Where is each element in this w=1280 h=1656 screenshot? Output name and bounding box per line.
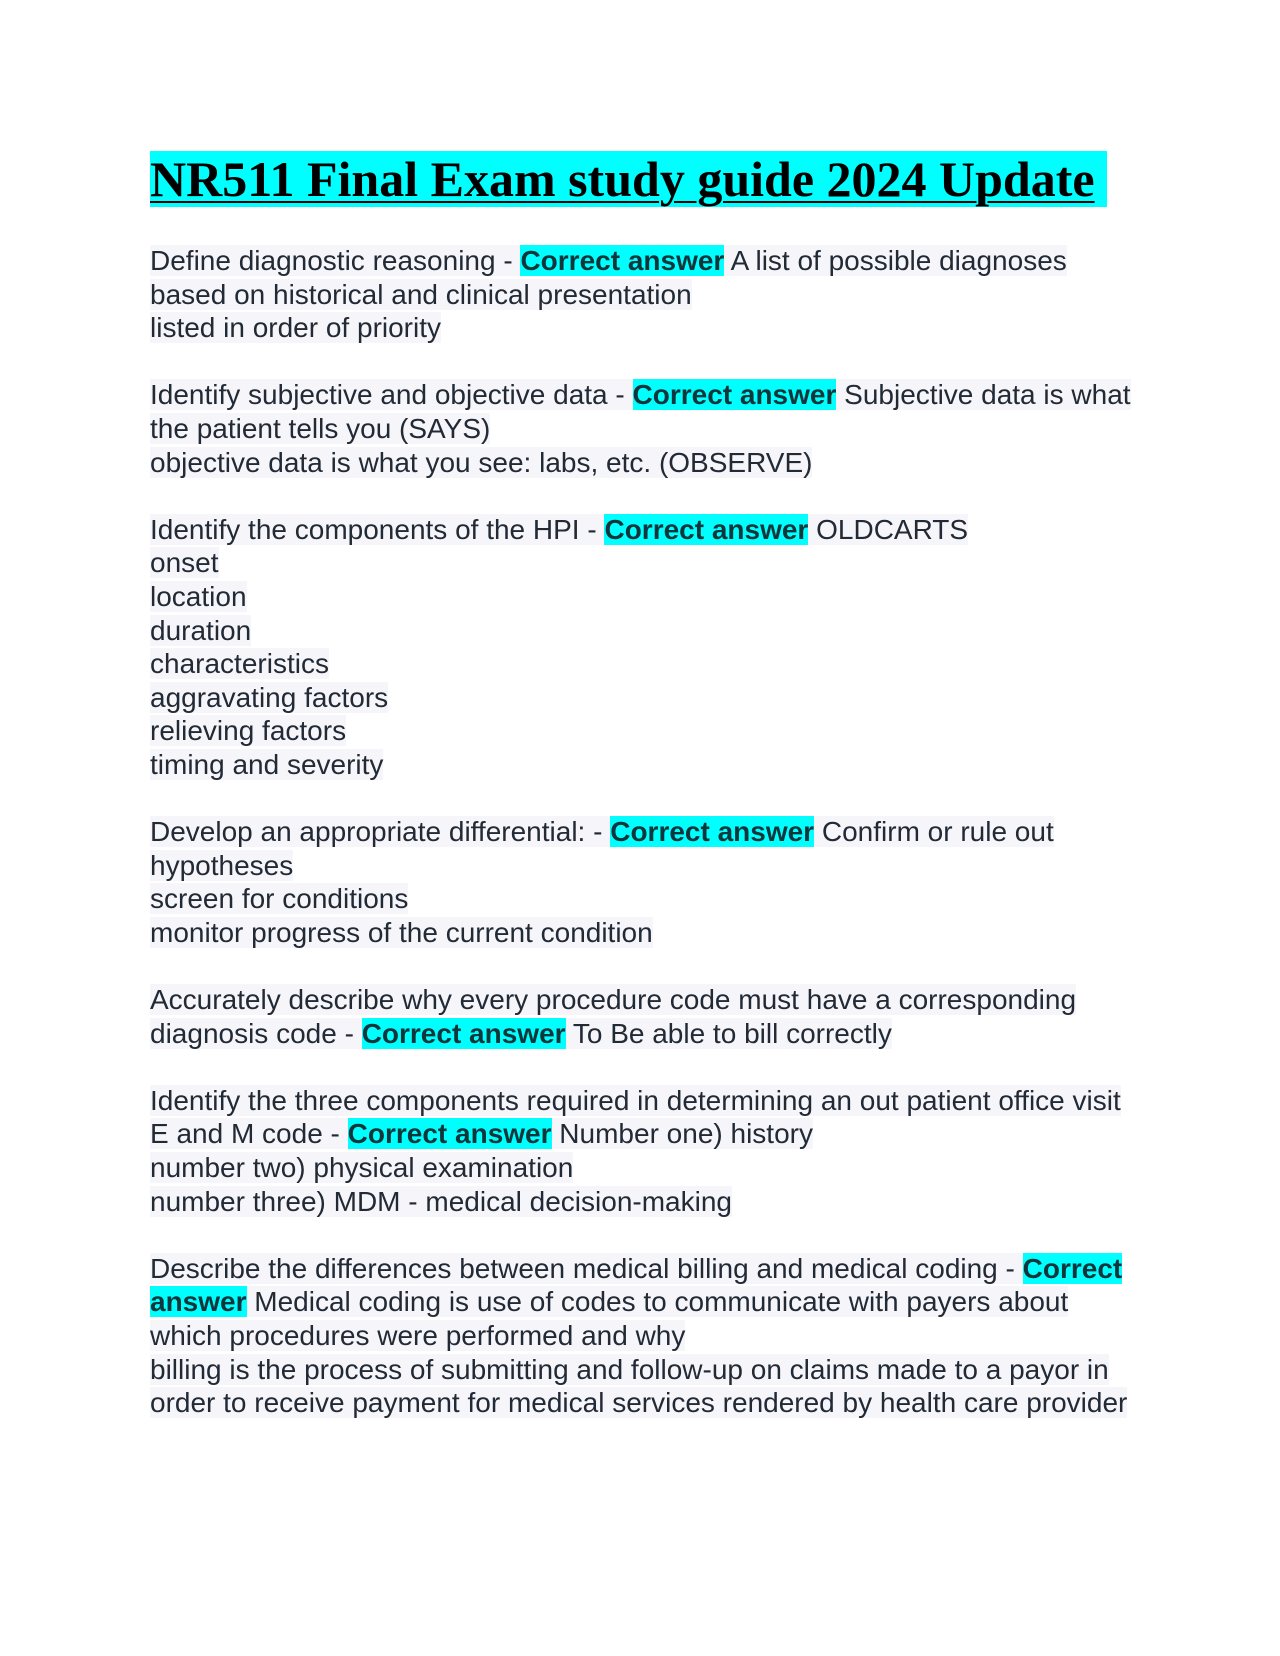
qa-first-line	[150, 378, 1140, 445]
correct-answer-label: Correct answer	[347, 1118, 552, 1150]
question-text: Accurately describe why every procedure code must have a corresponding diagnosis code -	[150, 984, 1077, 1049]
qa-item	[150, 378, 1140, 479]
answer-line-text: timing and severity	[150, 748, 384, 780]
answer-text: OLDCARTS	[808, 513, 969, 545]
answer-line-text: billing is the process of submitting and follow-up on claims made to a payor in order to receive payment for medical services rendered by health care provider	[150, 1353, 1128, 1419]
qa-item	[150, 1252, 1140, 1420]
answer-line	[150, 1185, 1140, 1219]
answer-line-text: objective data is what you see: labs, etc. (OBSERVE)	[150, 446, 813, 478]
answer-line-text: listed in order of priority	[150, 312, 442, 344]
document-title: NR511 Final Exam study guide 2024 Update	[150, 148, 1140, 210]
qa-item	[150, 1084, 1140, 1218]
correct-answer-label: Correct answer	[632, 379, 837, 411]
qa-first-line	[150, 1084, 1140, 1151]
answer-text: To Be able to bill correctly	[565, 1017, 892, 1049]
qa-first-line	[150, 815, 1140, 882]
answer-line	[150, 916, 1140, 950]
answer-line	[150, 882, 1140, 916]
answer-line	[150, 446, 1140, 480]
question-text: Identify the three components required in determining an out patient office visit E and M code -	[150, 1084, 1121, 1150]
answer-text: Number one) history	[551, 1118, 813, 1150]
qa-first-line	[150, 244, 1140, 311]
answer-line	[150, 1151, 1140, 1185]
correct-answer-label: Correct answer	[150, 1252, 1123, 1318]
answer-line-text: relieving factors	[150, 715, 347, 747]
answer-text: Medical coding is use of codes to communicate with payers about which procedures were performed and why	[150, 1286, 1069, 1351]
question-text: Identify the components of the HPI -	[150, 513, 605, 545]
answer-line-text: screen for conditions	[150, 883, 409, 915]
answer-line-text: duration	[150, 614, 252, 646]
qa-first-line	[150, 983, 1140, 1050]
question-text: Identify subjective and objective data -	[150, 379, 633, 411]
answer-line-text: number three) MDM - medical decision-making	[150, 1185, 732, 1217]
question-text: Develop an appropriate differential: -	[150, 816, 611, 848]
question-text: Describe the differences between medical billing and medical coding -	[150, 1252, 1023, 1284]
answer-line	[150, 546, 1140, 580]
qa-item	[150, 244, 1140, 345]
answer-line	[150, 647, 1140, 681]
answer-text: A list of possible diagnoses based on historical and clinical presentation	[150, 245, 1067, 310]
answer-line-text: aggravating factors	[150, 681, 389, 713]
qa-item	[150, 983, 1140, 1050]
answer-text: Subjective data is what the patient tells you (SAYS)	[150, 379, 1131, 444]
correct-answer-label: Correct answer	[361, 1017, 566, 1049]
answer-line-text: location	[150, 580, 247, 612]
answer-line	[150, 681, 1140, 715]
answer-line-text: monitor progress of the current condition	[150, 916, 653, 948]
qa-first-line	[150, 513, 1140, 547]
answer-line	[150, 311, 1140, 345]
answer-line-text: onset	[150, 547, 219, 579]
question-text: Define diagnostic reasoning -	[150, 245, 521, 276]
correct-answer-label: Correct answer	[520, 245, 725, 276]
answer-line	[150, 748, 1140, 782]
answer-line	[150, 1353, 1140, 1420]
qa-list	[150, 244, 1140, 1420]
document-page	[150, 148, 1140, 1453]
answer-text: Confirm or rule out hypotheses	[150, 816, 1054, 881]
correct-answer-label: Correct answer	[604, 513, 809, 545]
qa-item	[150, 513, 1140, 782]
answer-line	[150, 614, 1140, 648]
answer-line-text: number two) physical examination	[150, 1152, 574, 1184]
qa-first-line	[150, 1252, 1140, 1353]
answer-line	[150, 580, 1140, 614]
qa-item	[150, 815, 1140, 949]
answer-line-text: characteristics	[150, 648, 329, 680]
correct-answer-label: Correct answer	[610, 816, 815, 848]
answer-line	[150, 714, 1140, 748]
